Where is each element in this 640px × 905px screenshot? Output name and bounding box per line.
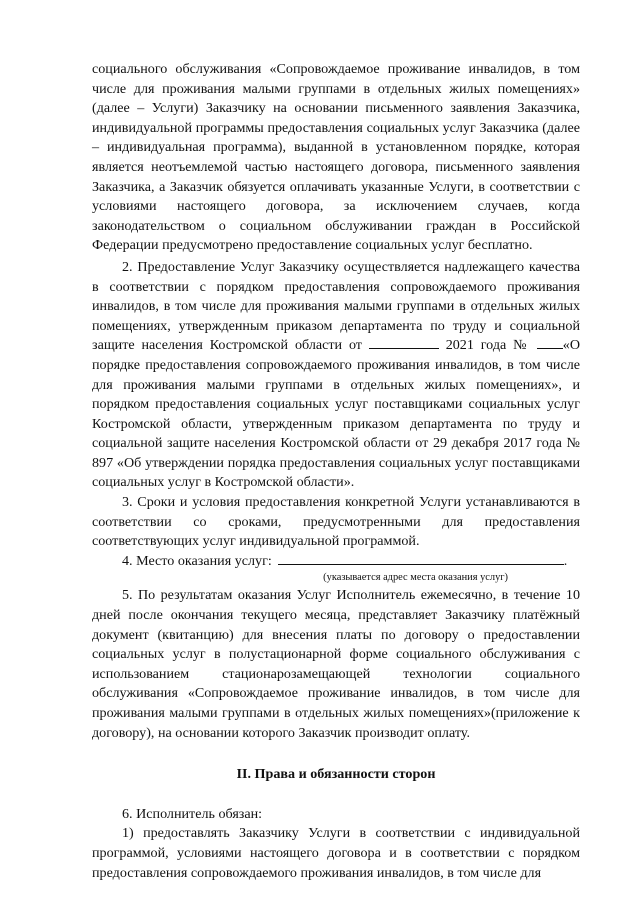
section-title: II. Права и обязанности сторон	[236, 766, 436, 783]
paragraph-2-part-a: 2. Предоставление Услуг Заказчику осуществляется надлежащего качества в соответствии с порядком предоставления сопровождаемого проживания инвалидов, в том числе для проживания малыми группами в отдельных жилых помещениях, утвержденным приказом департамента по труду и социальной защите населения Костромской области от	[92, 258, 580, 354]
date-blank	[369, 337, 439, 349]
paragraph-2-part-b: 2021 года №	[438, 337, 537, 354]
paragraph-5: 5. По результатам оказания Услуг Исполнитель ежемесячно, в течение 10 дней после окончания текущего месяца, представляет Заказчику платёжный документ (квитанцию) для внесения платы по договору о предоставлении социальных услуг в полустационарной форме социального обслуживания с использованием стационарозамещающей технологии социального обслуживания «Сопровождаемое проживание инвалидов, в том числе для проживания малыми группами в отдельных жилых помещениях»(приложение к договору), на основании которого Заказчик производит оплату.	[92, 587, 580, 741]
paragraph-2	[92, 258, 580, 493]
paragraph-4-label: 4. Место оказания услуг:	[122, 552, 272, 569]
document-body	[92, 60, 580, 883]
paragraph-4	[92, 552, 580, 572]
paragraph-4-end: .	[563, 552, 568, 569]
address-note: (указывается адрес места оказания услуг)	[323, 572, 508, 584]
service-address-blank	[278, 552, 564, 565]
paragraph-3: 3. Сроки и условия предоставления конкретной Услуги устанавливаются в соответствии со сроками, предусмотренными для предоставления соответствующих услуг индивидуальной программой.	[92, 494, 580, 550]
paragraph-6-item-1: 1) предоставлять Заказчику Услуги в соответствии с индивидуальной программой, условиями настоящего договора и в соответствии с порядком предоставления сопровождаемого проживания инвалидов, в том числе для	[92, 825, 580, 881]
paragraph-6: 6. Исполнитель обязан:	[122, 805, 263, 822]
paragraph-intro: социального обслуживания «Сопровождаемое проживание инвалидов, в том числе для проживания малыми группами в отдельных жилых помещениях» (далее – Услуги) Заказчику на основании письменного заявления Заказчика, индивидуальной программы предоставления социальных услуг Заказчика (далее – индивидуальная программа), выданной в установленном порядке, которая является неотъемлемой частью настоящего договора, письменного заявления Заказчика, а Заказчик обязуется оплачивать указанные Услуги, в соответствии с условиями настоящего договора, за исключением случаев, когда законодательством о социальном обслуживании граждан в Российской Федерации предусмотрено предоставление социальных услуг бесплатно.	[92, 61, 580, 254]
number-blank	[537, 337, 563, 349]
paragraph-2-part-c: «О порядке предоставления сопровождаемого проживания инвалидов, в том числе для проживания малыми группами в отдельных жилых помещениях», и порядком предоставления социальных услуг поставщиками социальных услуг Костромской области, утвержденным приказом департамента по труду и социальной защите населения Костромской области от 29 декабря 2017 года № 897 «Об утверждении порядка предоставления социальных услуг поставщиками социальных услуг в Костромской области».	[92, 337, 580, 491]
